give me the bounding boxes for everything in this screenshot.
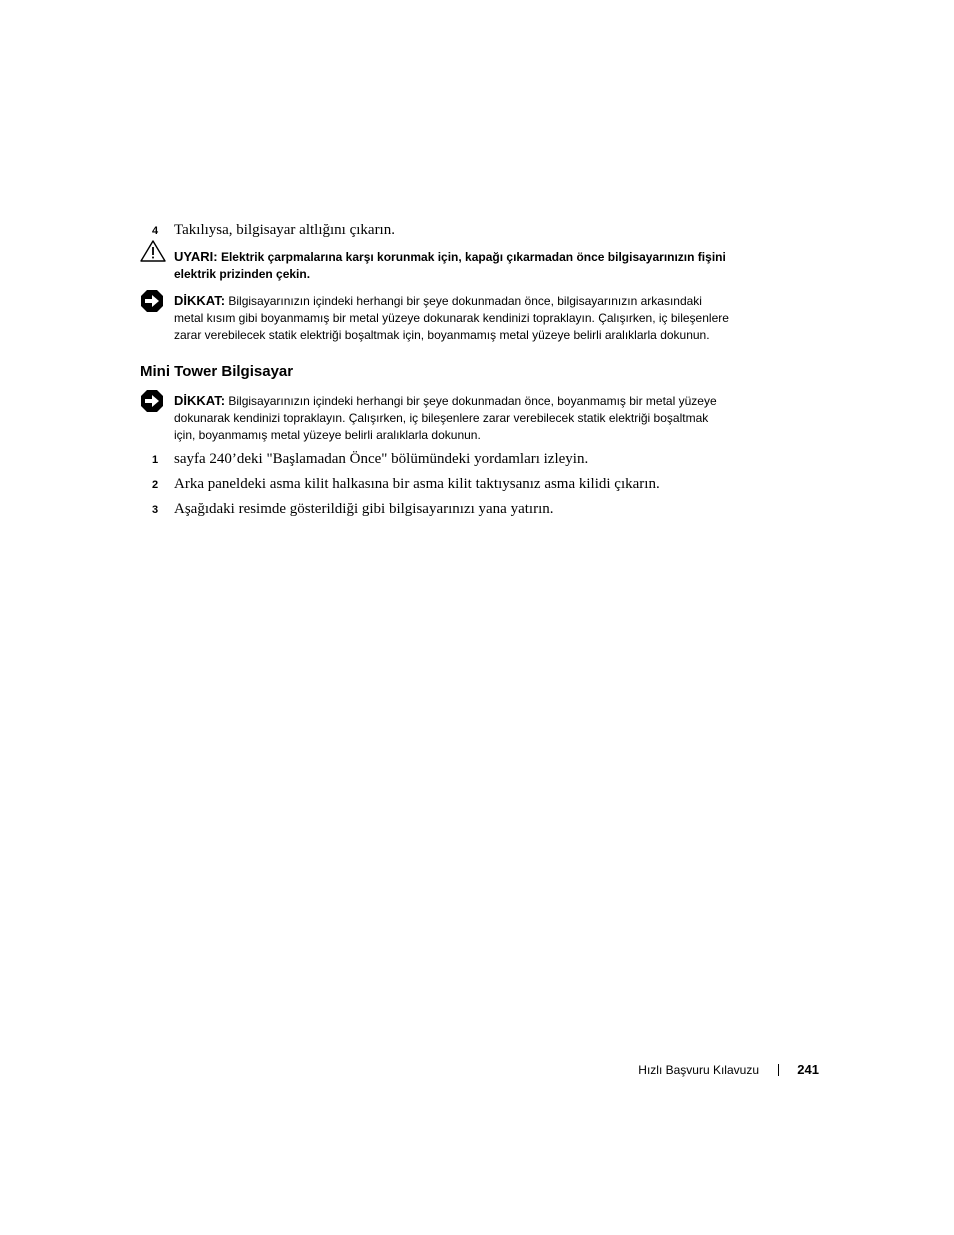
warning-text: Elektrik çarpmalarına karşı korunmak için, kapağı çıkarmadan önce bilgisayarınızın fişini <box>220 250 726 264</box>
warning-line-1 <box>174 248 764 266</box>
warning-line-2: elektrik prizinden çekin. <box>174 267 311 281</box>
footer-separator <box>778 1064 779 1076</box>
notice-1-line-3: zarar verebilecek statik elektriği boşaltmak için, boyanmamış metal yüzeye belirli aralıklarla dokunun. <box>174 328 710 342</box>
step-number: 2 <box>152 479 159 491</box>
notice-arrow-icon <box>140 389 166 413</box>
section-heading: Mini Tower Bilgisayar <box>140 363 294 380</box>
step-text: sayfa 240’deki "Başlamadan Önce" bölümündeki yordamları izleyin. <box>174 451 589 467</box>
warning-triangle-icon <box>140 239 166 263</box>
step-text: Aşağıdaki resimde gösterildiği gibi bilgisayarınızı yana yatırın. <box>174 501 554 517</box>
notice-2-text: Bilgisayarınızın içindeki herhangi bir şeye dokunmadan önce, boyanmamış bir metal yüzeye <box>228 394 717 408</box>
notice-2-line-1 <box>174 392 764 410</box>
notice-1-line-2: metal kısım gibi boyanmamış bir metal yüzeye dokunarak kendinizi topraklayın. Çalışırken, iç bileşenlere <box>174 311 729 325</box>
step-number: 3 <box>152 504 159 516</box>
warning-label: UYARI: <box>174 249 218 264</box>
step-text: Takılıysa, bilgisayar altlığını çıkarın. <box>174 222 395 238</box>
step-number: 1 <box>152 454 159 466</box>
notice-2-line-2: dokunarak kendinizi topraklayın. Çalışırken, iç bileşenlere zarar verebilecek statik elektriği boşaltmak <box>174 411 709 425</box>
notice-arrow-icon <box>140 289 166 313</box>
footer-title: Hızlı Başvuru Kılavuzu <box>638 1063 759 1077</box>
page-number: 241 <box>797 1062 819 1077</box>
notice-2-line-3: için, boyanmamış metal yüzeye belirli aralıklarla dokunun. <box>174 428 481 442</box>
notice-1-line-1 <box>174 292 764 310</box>
step-number: 4 <box>152 225 159 237</box>
step-text: Arka paneldeki asma kilit halkasına bir asma kilit taktıysanız asma kilidi çıkarın. <box>174 476 660 492</box>
notice-1-label: DİKKAT: <box>174 293 226 308</box>
page-footer <box>560 1062 820 1080</box>
notice-2-label: DİKKAT: <box>174 393 226 408</box>
notice-1-text: Bilgisayarınızın içindeki herhangi bir şeye dokunmadan önce, bilgisayarınızın arkasındaki <box>228 294 702 308</box>
